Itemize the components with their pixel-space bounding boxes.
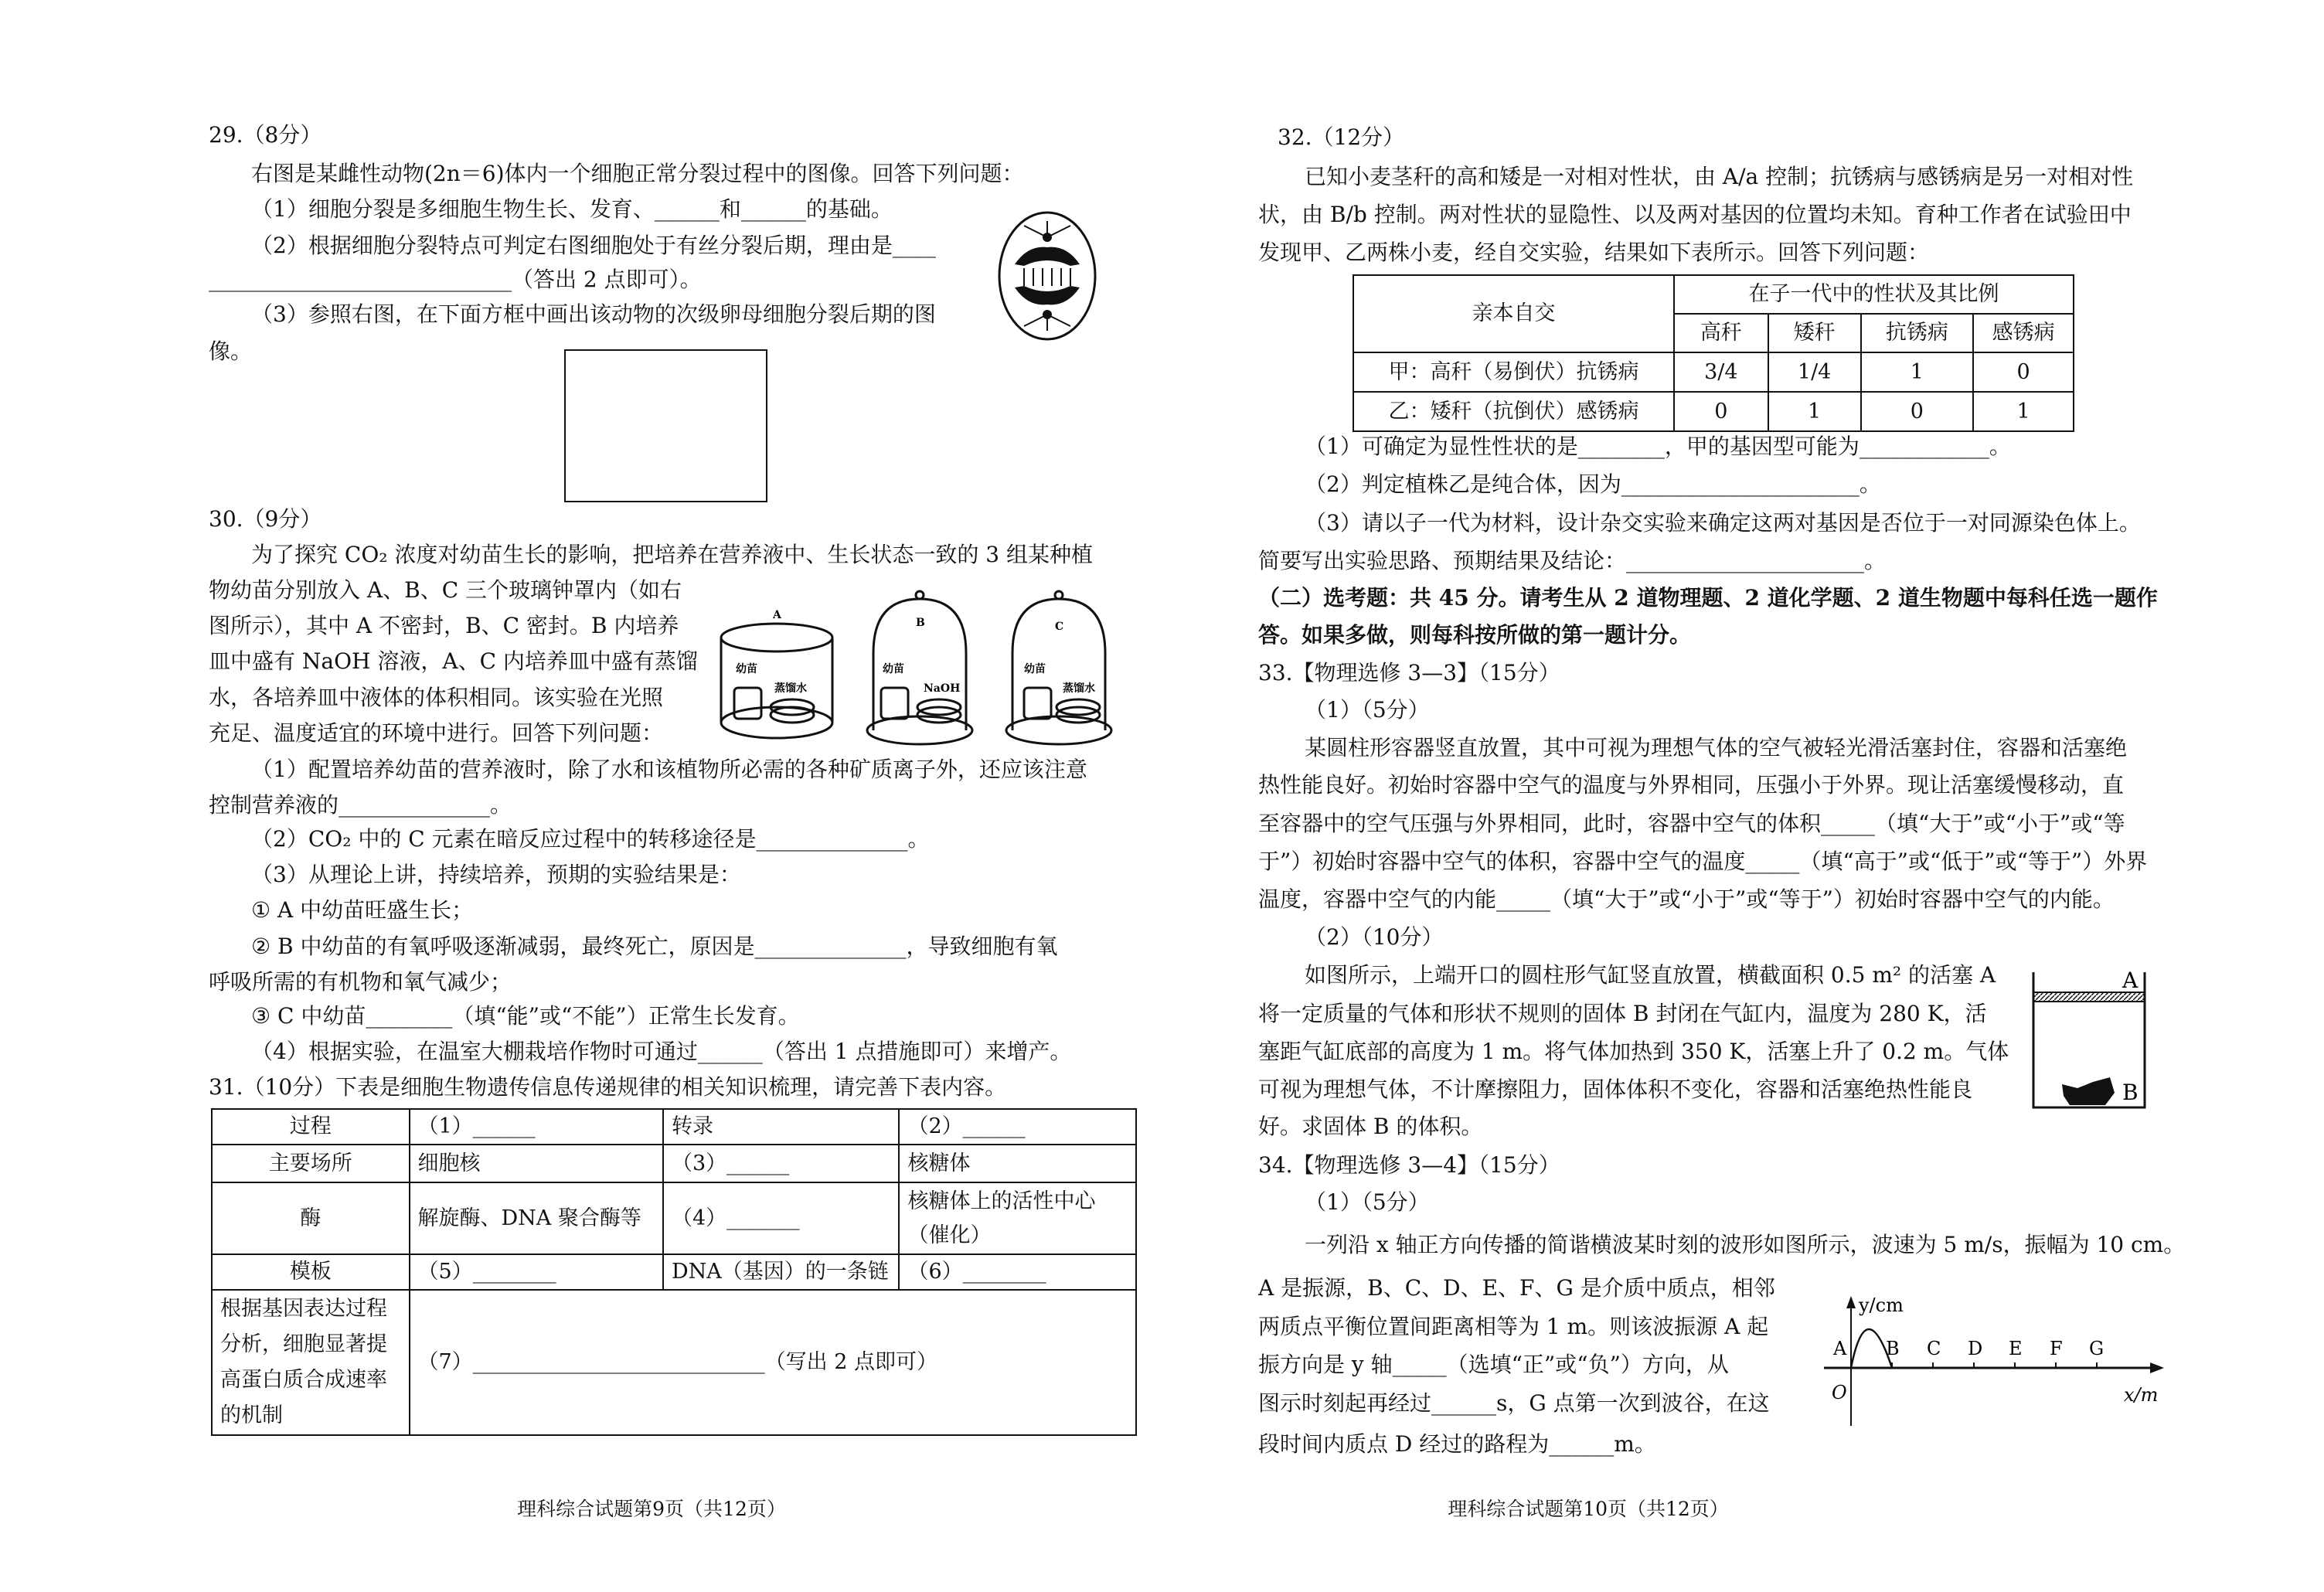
point-label: E	[2009, 1338, 2023, 1359]
q33-part2-title: （2）（10分）	[1305, 924, 1444, 950]
q33-line: 塞距气缸底部的高度为 1 m。将气体加热到 350 K，活塞上升了 0.2 m。气体	[1258, 1039, 2009, 1064]
column-header: 矮秆	[1768, 314, 1861, 352]
jar-label-a: A	[773, 609, 781, 621]
q33-line: 将一定质量的气体和形状不规则的固体 B 封闭在气缸内，温度为 280 K，活	[1258, 1001, 1987, 1026]
q30-line: （3）从理论上讲，持续培养，预期的实验结果是：	[251, 862, 741, 887]
table-row	[1353, 392, 2074, 431]
table-cell[interactable]: （7）____________________________（写出 2 点即可）	[410, 1290, 1137, 1435]
piston-label: A	[2122, 968, 2139, 993]
q30-line: ③ C 中幼苗________（填“能”或“不能”）正常生长发育。	[251, 1003, 800, 1029]
q33-line: 热性能良好。初始时容器中空气的温度与外界相同，压强小于外界。现让活塞缓慢移动，直	[1258, 772, 2125, 798]
wave-figure	[1824, 1294, 2164, 1426]
point-label: A	[1833, 1338, 1847, 1359]
x-axis-label: x/m	[2124, 1384, 2159, 1406]
q29-line: ____________________________（答出 2 点即可）。	[209, 267, 702, 292]
jar-label-c: C	[1055, 621, 1064, 633]
q30-line: 图所示），其中 A 不密封，B、C 密封。B 内培养	[209, 613, 679, 638]
value-cell: 0	[1674, 392, 1768, 431]
value-cell: 1	[1861, 352, 1974, 392]
q30-line: 充足、温度适宜的环境中进行。回答下列问题：	[209, 720, 664, 746]
q29-line: （1）细胞分裂是多细胞生物生长、发育、______和______的基础。	[251, 196, 893, 222]
q34-title: 34.【物理选修 3—4】（15分）	[1258, 1152, 1560, 1178]
seedling-label: 幼苗	[736, 663, 757, 675]
page-footer-9: 理科综合试题第9页（共12页）	[517, 1498, 786, 1520]
parent-cell: 乙：矮秆（抗倒伏）感锈病	[1353, 392, 1674, 431]
q33-part1-title: （1）（5分）	[1305, 697, 1430, 723]
q29-title: 29.（8分）	[209, 122, 322, 148]
q33-line: 温度，容器中空气的内能_____（填“大于”或“小于”或“等于”）初始时容器中空气的内能。	[1258, 886, 2115, 912]
point-label: B	[1886, 1338, 1900, 1359]
seedling-label: 幼苗	[1024, 663, 1046, 675]
table-row	[212, 1109, 1136, 1145]
cell-division-figure	[993, 210, 1101, 342]
table-cell[interactable]: （5）________	[410, 1254, 663, 1290]
water-label: 蒸馏水	[1063, 682, 1095, 695]
table-cell[interactable]: （4）_______	[663, 1182, 899, 1254]
naoh-label: NaOH	[924, 682, 961, 695]
q30-line: 呼吸所需的有机物和氧气减少；	[209, 969, 512, 995]
jar-label-b: B	[916, 617, 925, 629]
y-axis-label: y/cm	[1859, 1294, 1904, 1316]
header-parent: 亲本自交	[1353, 275, 1674, 352]
section-line: （二）选考题：共 45 分。请考生从 2 道物理题、2 道化学题、2 道生物题中每科任选一题作	[1258, 585, 2158, 611]
q32-line: 状，由 B/b 控制。两对性状的显隐性、以及两对基因的位置均未知。育种工作者在试验田中	[1258, 202, 2132, 227]
drawing-answer-box[interactable]	[564, 349, 767, 502]
header-offspring: 在子一代中的性状及其比例	[1674, 275, 2074, 314]
q30-line: （1）配置培养幼苗的营养液时，除了水和该植物所必需的各种矿质离子外，还应该注意	[251, 757, 1087, 782]
q29-line: （3）参照右图，在下面方框中画出该动物的次级卵母细胞分裂后期的图	[251, 301, 936, 327]
q32-question: （3）请以子一代为材料，设计杂交实验来确定这两对基因是否位于一对同源染色体上。	[1305, 510, 2141, 536]
origin-label: O	[1832, 1382, 1847, 1403]
q30-line: ① A 中幼苗旺盛生长；	[251, 897, 474, 923]
q30-line: （2）CO₂ 中的 C 元素在暗反应过程中的转移途径是______________。	[251, 826, 930, 852]
table-row	[212, 1182, 1136, 1254]
column-header: 高秆	[1674, 314, 1768, 352]
table-cell[interactable]: （2）______	[899, 1109, 1136, 1145]
q34-line: 一列沿 x 轴正方向传播的简谐横波某时刻的波形如图所示，波速为 5 m/s，振幅为 10 cm。	[1305, 1232, 2186, 1257]
table-row	[1353, 275, 2074, 314]
table-row	[212, 1254, 1136, 1290]
q30-line: ② B 中幼苗的有氧呼吸逐渐减弱，最终死亡，原因是______________，导致细胞有氧	[251, 934, 1058, 959]
water-label: 蒸馏水	[774, 682, 807, 695]
q33-line: 如图所示，上端开口的圆柱形气缸竖直放置，横截面积 0.5 m² 的活塞 A	[1305, 962, 1996, 988]
point-label: F	[2050, 1338, 2063, 1359]
q32-question: （2）判定植株乙是纯合体，因为______________________。	[1305, 471, 1881, 497]
table-cell: 转录	[663, 1109, 899, 1145]
gene-expression-table	[211, 1108, 1137, 1436]
page-footer-10: 理科综合试题第10页（共12页）	[1448, 1498, 1729, 1520]
point-label: G	[2089, 1338, 2105, 1359]
parent-cell: 甲：高秆（易倒伏）抗锈病	[1353, 352, 1674, 392]
solid-label: B	[2122, 1080, 2139, 1105]
q34-line: 振方向是 y 轴_____（选填“正”或“负”）方向，从	[1258, 1352, 1729, 1377]
q32-question: （1）可确定为显性性状的是________，甲的基因型可能为____________。	[1305, 434, 2011, 459]
seedling-label: 幼苗	[883, 663, 904, 675]
q34-part1-title: （1）（5分）	[1305, 1189, 1430, 1215]
table-cell: 核糖体上的活性中心（催化）	[899, 1182, 1136, 1254]
q30-title: 30.（9分）	[209, 506, 322, 532]
table-row	[1353, 352, 2074, 392]
q32-line: 已知小麦茎秆的高和矮是一对相对性状，由 A/a 控制；抗锈病与感锈病是另一对相对性	[1305, 164, 2134, 189]
table-row	[212, 1290, 1136, 1435]
q30-line: 水，各培养皿中液体的体积相同。该实验在光照	[209, 685, 664, 710]
q33-title: 33.【物理选修 3—3】（15分）	[1258, 660, 1560, 685]
column-header: 抗锈病	[1861, 314, 1974, 352]
q33-line: 于”）初始时容器中空气的体积，容器中空气的温度_____（填“高于”或“低于”或“等于”）外界	[1258, 849, 2148, 874]
point-label: C	[1927, 1338, 1941, 1359]
q34-line: 段时间内质点 D 经过的路程为______m。	[1258, 1431, 1656, 1457]
q33-line: 可视为理想气体，不计摩擦阻力，固体体积不变化，容器和活塞绝热性能良	[1258, 1077, 1973, 1102]
q29-line: （2）根据细胞分裂特点可判定右图细胞处于有丝分裂后期，理由是____	[251, 233, 936, 258]
q32-question: 简要写出实验思路、预期结果及结论：______________________。	[1258, 548, 1887, 573]
table-cell: 模板	[212, 1254, 410, 1290]
table-row	[212, 1145, 1136, 1182]
value-cell: 1	[1973, 392, 2074, 431]
q32-line: 发现甲、乙两株小麦，经自交实验，结果如下表所示。回答下列问题：	[1258, 240, 1930, 265]
table-cell: 酶	[212, 1182, 410, 1254]
q34-line: 两质点平衡位置间距离相等为 1 m。则该波振源 A 起	[1258, 1314, 1769, 1339]
value-cell: 1/4	[1768, 352, 1861, 392]
table-cell[interactable]: （6）________	[899, 1254, 1136, 1290]
table-cell: 核糖体	[899, 1145, 1136, 1182]
cylinder-piston-figure	[2031, 968, 2155, 1111]
value-cell: 0	[1861, 392, 1974, 431]
table-cell[interactable]: （1）______	[410, 1109, 663, 1145]
table-cell: 主要场所	[212, 1145, 410, 1182]
table-cell[interactable]: （3）______	[663, 1145, 899, 1182]
q29-line: 像。	[209, 338, 253, 364]
table-cell: 解旋酶、DNA 聚合酶等	[410, 1182, 663, 1254]
q33-line: 某圆柱形容器竖直放置，其中可视为理想气体的空气被轻光滑活塞封住，容器和活塞绝	[1305, 735, 2128, 760]
q34-line: 图示时刻起再经过______s，G 点第一次到波谷，在这	[1258, 1390, 1770, 1416]
self-cross-table	[1353, 274, 2074, 432]
q30-line: 物幼苗分别放入 A、B、C 三个玻璃钟罩内（如右	[209, 577, 682, 603]
q31-title: 31.（10分）下表是细胞生物遗传信息传递规律的相关知识梳理，请完善下表内容。	[209, 1074, 1007, 1100]
section-line: 答。如果多做，则每科按所做的第一题计分。	[1258, 622, 1692, 648]
bell-jar-figure	[719, 591, 1140, 746]
table-cell: 细胞核	[410, 1145, 663, 1182]
value-cell: 3/4	[1674, 352, 1768, 392]
q30-line: （4）根据实验，在温室大棚栽培作物时可通过______（答出 1 点措施即可）来增产。	[251, 1039, 1072, 1064]
q34-line: A 是振源，B、C、D、E、F、G 是介质中质点，相邻	[1258, 1275, 1775, 1301]
q29-line: 右图是某雌性动物(2n＝6)体内一个细胞正常分裂过程中的图像。回答下列问题：	[251, 161, 1024, 186]
table-cell: 根据基因表达过程分析，细胞显著提高蛋白质合成速率的机制	[212, 1290, 410, 1435]
q32-title: 32.（12分）	[1278, 124, 1405, 150]
q33-line: 至容器中的空气压强与外界相同，此时，容器中空气的体积_____（填“大于”或“小于”或“等	[1258, 811, 2125, 836]
q33-line: 好。求固体 B 的体积。	[1258, 1114, 1483, 1139]
value-cell: 1	[1768, 392, 1861, 431]
q30-line: 控制营养液的______________。	[209, 792, 512, 818]
table-cell: DNA（基因）的一条链	[663, 1254, 899, 1290]
q30-line: 皿中盛有 NaOH 溶液，A、C 内培养皿中盛有蒸馏	[209, 648, 698, 674]
value-cell: 0	[1973, 352, 2074, 392]
column-header: 感锈病	[1973, 314, 2074, 352]
table-cell: 过程	[212, 1109, 410, 1145]
point-label: D	[1968, 1338, 1983, 1359]
q30-line: 为了探究 CO₂ 浓度对幼苗生长的影响，把培养在营养液中、生长状态一致的 3 组某种植	[251, 542, 1094, 567]
